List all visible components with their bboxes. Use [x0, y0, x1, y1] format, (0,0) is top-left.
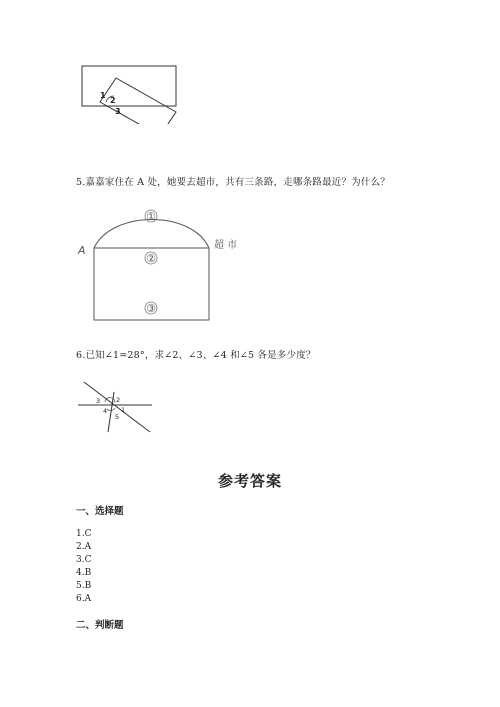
section-2-heading: 二、判断题	[76, 620, 124, 631]
angle-label-2: 2	[110, 96, 116, 105]
angle-5-label: 5	[115, 413, 120, 421]
answers-title: 参考答案	[217, 472, 282, 490]
angles-figure	[72, 376, 162, 436]
route-2-label: ②	[146, 252, 156, 265]
angle-2-label: 2	[116, 396, 121, 404]
answer-item: 1.C	[76, 529, 92, 539]
answer-list	[76, 528, 91, 606]
answer-item: 4.B	[76, 568, 92, 578]
answer-item: 6.A	[76, 594, 92, 604]
angle-label-1: 1	[100, 91, 106, 100]
angle-1-label: 1	[121, 406, 126, 414]
route-figure	[72, 200, 252, 325]
angle-label-3: 3	[115, 107, 121, 116]
question-6-text: 6.已知∠1=28°，求∠2、∠3、∠4 和∠5 各是多少度？	[76, 350, 316, 361]
route-1-label: ①	[146, 210, 156, 223]
angle-4-label: 4	[103, 407, 108, 415]
angle-3-label: 3	[96, 397, 101, 405]
section-1-heading: 一、选择题	[76, 506, 124, 517]
answer-item: 2.A	[76, 542, 92, 552]
point-a-label: A	[78, 244, 86, 257]
route-3-label: ③	[146, 302, 156, 315]
answer-item: 5.B	[76, 581, 92, 591]
supermarket-label: 超 市	[214, 240, 238, 251]
question-5-text: 5.嘉嘉家住在 A 处，她要去超市，共有三条路，走哪条路最近？为什么？	[76, 177, 390, 188]
answer-item: 3.C	[76, 555, 92, 565]
rectangles-figure	[78, 62, 182, 124]
